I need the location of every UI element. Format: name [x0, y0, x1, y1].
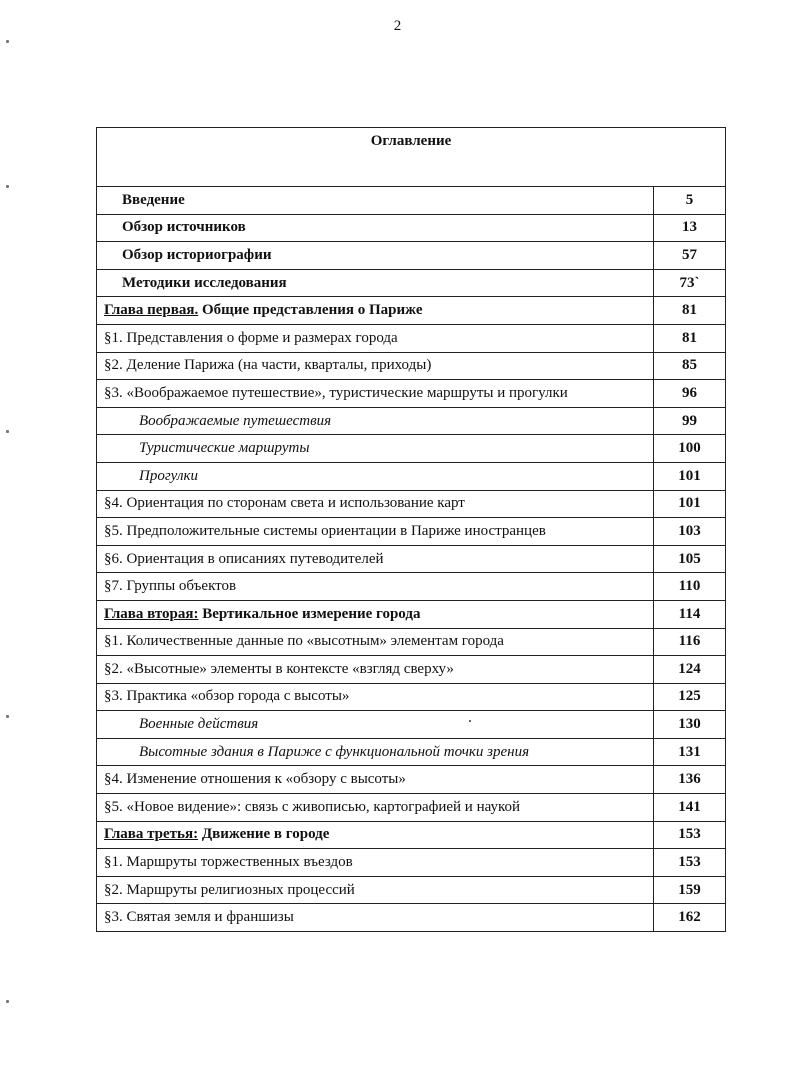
toc-entry-page: 124	[654, 656, 726, 684]
toc-entry-page: 153	[654, 821, 726, 849]
chapter-prefix: Глава первая.	[104, 302, 199, 319]
toc-entry-label: Туристические маршруты	[97, 435, 654, 463]
toc-section-row	[97, 324, 726, 352]
chapter-heading	[97, 297, 654, 325]
toc-section-row	[97, 490, 726, 518]
toc-entry-page: 130	[654, 711, 726, 739]
toc-entry-label: §4. Изменение отношения к «обзору с высоты»	[97, 766, 654, 794]
toc-entry-page: 125	[654, 683, 726, 711]
toc-entry-page: 103	[654, 518, 726, 546]
toc-entry-label: §6. Ориентация в описаниях путеводителей	[97, 545, 654, 573]
toc-entry-page: 96	[654, 380, 726, 408]
toc-title: Оглавление	[97, 128, 726, 187]
chapter-prefix: Глава вторая:	[104, 605, 199, 622]
margin-mark	[6, 715, 9, 718]
chapter-prefix: Глава третья:	[104, 826, 199, 843]
toc-entry-page: 162	[654, 904, 726, 932]
toc-section-row	[97, 849, 726, 877]
toc-section-row	[97, 545, 726, 573]
table-of-contents	[96, 127, 726, 932]
toc-subsection-row	[97, 462, 726, 490]
toc-entry-page: 101	[654, 490, 726, 518]
toc-entry-page: 100	[654, 435, 726, 463]
toc-section-row	[97, 352, 726, 380]
toc-section-row	[97, 683, 726, 711]
toc-entry-page: 99	[654, 407, 726, 435]
toc-subsection-row	[97, 435, 726, 463]
toc-entry-page: 136	[654, 766, 726, 794]
toc-entry-label: §5. «Новое видение»: связь с живописью, картографией и наукой	[97, 794, 654, 822]
toc-section-row	[97, 573, 726, 601]
toc-entry-label: Военные действия	[97, 711, 654, 739]
toc-entry-label: Обзор историографии	[97, 242, 654, 270]
toc-entry-label: Воображаемые путешествия	[97, 407, 654, 435]
toc-title-row	[97, 128, 726, 187]
toc-section-row	[97, 380, 726, 408]
toc-section-row	[97, 904, 726, 932]
toc-entry-page: 153	[654, 849, 726, 877]
toc-subsection-row	[97, 711, 726, 739]
toc-entry-label: §4. Ориентация по сторонам света и использование карт	[97, 490, 654, 518]
toc-entry-label: Введение	[97, 187, 654, 215]
toc-entry-page: 101	[654, 462, 726, 490]
toc-subsection-row	[97, 407, 726, 435]
toc-chapter-row	[97, 821, 726, 849]
toc-entry-label: §1. Количественные данные по «высотным» элементам города	[97, 628, 654, 656]
toc-entry-page: 57	[654, 242, 726, 270]
margin-mark	[6, 1000, 9, 1003]
toc-entry-page: 110	[654, 573, 726, 601]
toc-entry-label: Высотные здания в Париже с функциональной точки зрения	[97, 738, 654, 766]
chapter-heading	[97, 821, 654, 849]
toc-entry-label: §3. Святая земля и франшизы	[97, 904, 654, 932]
toc-entry-page: 131	[654, 738, 726, 766]
toc-entry-page: 73`	[654, 269, 726, 297]
toc-entry-page: 141	[654, 794, 726, 822]
toc-entry-label: Методики исследования	[97, 269, 654, 297]
toc-entry-label: §3. Практика «обзор города с высоты»	[97, 683, 654, 711]
chapter-title: Движение в городе	[201, 826, 330, 843]
toc-section-row	[97, 656, 726, 684]
toc-section-row	[97, 766, 726, 794]
toc-entry-page: 5	[654, 187, 726, 215]
toc-entry-page: 105	[654, 545, 726, 573]
chapter-heading	[97, 600, 654, 628]
scan-speck	[469, 720, 471, 722]
toc-entry-page: 85	[654, 352, 726, 380]
toc-entry-label: Прогулки	[97, 462, 654, 490]
toc-entry-page: 81	[654, 297, 726, 325]
margin-mark	[6, 40, 9, 43]
toc-section-row	[97, 628, 726, 656]
chapter-title: Вертикальное измерение города	[202, 605, 421, 622]
margin-mark	[6, 185, 9, 188]
toc-entry-page: 159	[654, 876, 726, 904]
toc-section-row	[97, 876, 726, 904]
toc-entry-label: §3. «Воображаемое путешествие», туристические маршруты и прогулки	[97, 380, 654, 408]
toc-section-row	[97, 518, 726, 546]
toc-section-row	[97, 794, 726, 822]
toc-entry-label: §7. Группы объектов	[97, 573, 654, 601]
toc-intro-row	[97, 214, 726, 242]
toc-subsection-row	[97, 738, 726, 766]
toc-entry-label: §2. «Высотные» элементы в контексте «взгляд сверху»	[97, 656, 654, 684]
toc-entry-page: 114	[654, 600, 726, 628]
toc-intro-row	[97, 242, 726, 270]
margin-mark	[6, 430, 9, 433]
toc-entry-page: 81	[654, 324, 726, 352]
toc-entry-label: §1. Маршруты торжественных въездов	[97, 849, 654, 877]
page-number: 2	[393, 18, 402, 34]
toc-chapter-row	[97, 600, 726, 628]
toc-chapter-row	[97, 297, 726, 325]
toc-entry-label: §1. Представления о форме и размерах города	[97, 324, 654, 352]
toc-entry-label: §2. Деление Парижа (на части, кварталы, приходы)	[97, 352, 654, 380]
toc-entry-label: Обзор источников	[97, 214, 654, 242]
toc-entry-page: 116	[654, 628, 726, 656]
chapter-title: Общие представления о Париже	[201, 302, 423, 319]
toc-intro-row	[97, 269, 726, 297]
toc-entry-page: 13	[654, 214, 726, 242]
toc-intro-row	[97, 187, 726, 215]
toc-entry-label: §5. Предположительные системы ориентации в Париже иностранцев	[97, 518, 654, 546]
toc-entry-label: §2. Маршруты религиозных процессий	[97, 876, 654, 904]
